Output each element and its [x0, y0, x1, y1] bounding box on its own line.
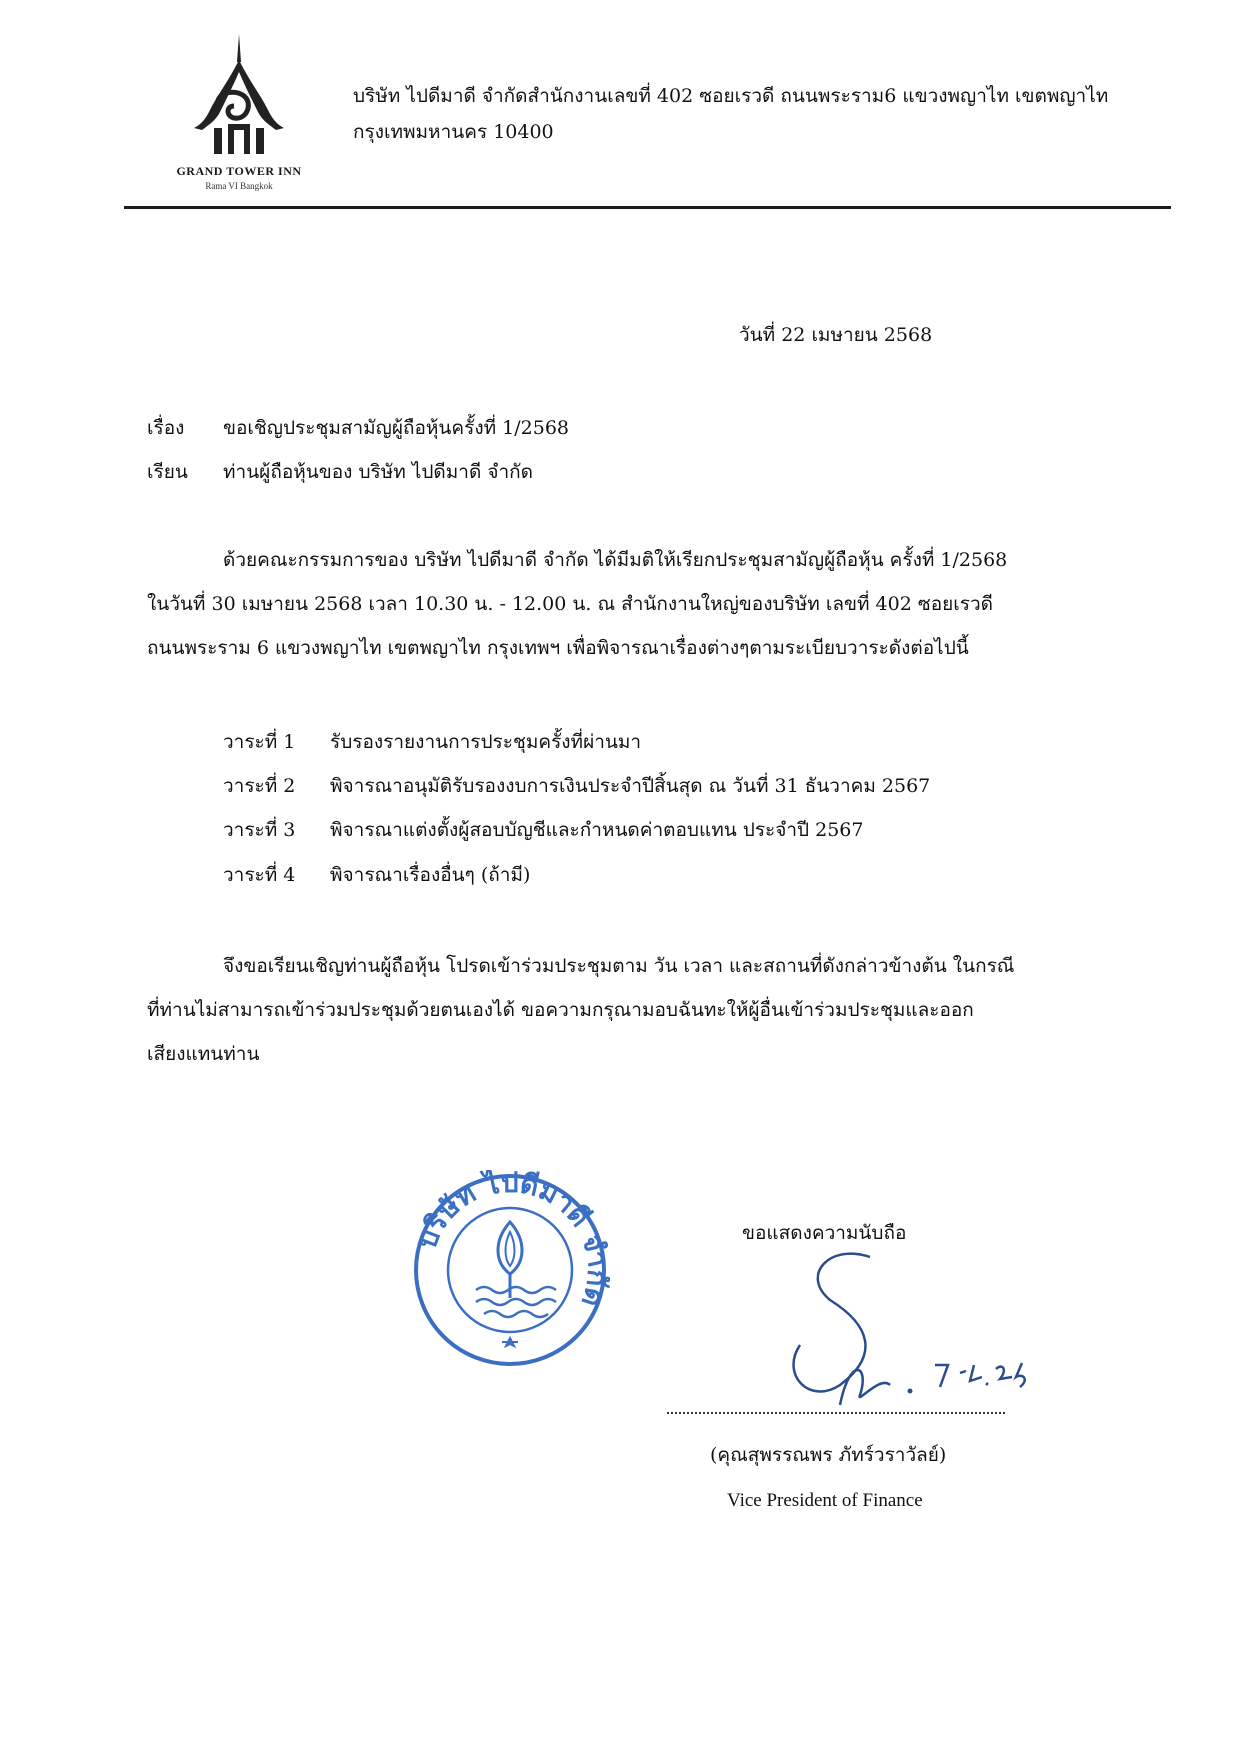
subject-label: เรื่อง: [147, 417, 185, 439]
agenda-item: [223, 815, 863, 845]
grand-tower-logo-icon: [188, 32, 290, 162]
paragraph-2-line-1: จึงขอเรียนเชิญท่านผู้ถือหุ้น โปรดเข้าร่วมประชุมตาม วัน เวลา และสถานที่ดังกล่าวข้างต้น ในกรณี: [223, 955, 1015, 977]
recipient-text: ท่านผู้ถือหุ้นของ บริษัท ไปดีมาดี จำกัด: [223, 461, 533, 483]
letter-date: วันที่ 22 เมษายน 2568: [739, 324, 933, 346]
subject-text: ขอเชิญประชุมสามัญผู้ถือหุ้นครั้งที่ 1/2568: [223, 417, 570, 439]
agenda-text: รับรองรายงานการประชุมครั้งที่ผ่านมา: [330, 731, 642, 753]
agenda-number: วาระที่ 4: [223, 864, 296, 886]
closing-salutation: ขอแสดงความนับถือ: [742, 1222, 907, 1244]
paragraph-2-line-3: เสียงแทนท่าน: [147, 1043, 260, 1065]
paragraph-1-line-2: ในวันที่ 30 เมษายน 2568 เวลา 10.30 น. - 12.00 น. ณ สำนักงานใหญ่ของบริษัท เลขที่ 402 ซอยเรวดี: [147, 593, 993, 615]
recipient-label: เรียน: [147, 461, 188, 483]
signature-line: [667, 1412, 1005, 1414]
agenda-item: [223, 771, 930, 801]
company-seal: [410, 1170, 610, 1374]
agenda-number: วาระที่ 1: [223, 731, 296, 753]
seal-text: บริษัท ไปดีมาดี ด: [410, 1170, 610, 1312]
company-seal-icon: [410, 1170, 610, 1370]
signature: [760, 1245, 1080, 1419]
body-paragraph-1: [147, 538, 1077, 670]
paragraph-2-line-2: ที่ท่านไม่สามารถเข้าร่วมประชุมด้วยตนเองได้ ขอความกรุณามอบฉันทะให้ผู้อื่นเข้าร่วมประชุมและออก: [147, 999, 974, 1021]
signer-name: (คุณสุพรรณพร ภัทร์วราวัลย์): [710, 1444, 947, 1466]
company-address-line-2: กรุงเทพมหานคร 10400: [353, 121, 554, 143]
agenda-text: พิจารณาแต่งตั้งผู้สอบบัญชีและกำหนดค่าตอบแทน ประจำปี 2567: [330, 819, 864, 841]
agenda-number: วาระที่ 3: [223, 819, 296, 841]
company-address-line-1: บริษัท ไปดีมาดี จำกัดสำนักงานเลขที่ 402 ซอยเรวดี ถนนพระราม6 แขวงพญาไท เขตพญาไท: [353, 85, 1109, 107]
agenda-number: วาระที่ 2: [223, 775, 296, 797]
header-divider: [124, 206, 1171, 209]
logo-subtitle: Rama VI Bangkok: [205, 181, 273, 191]
agenda-item: [223, 860, 530, 890]
paragraph-1-line-1: ด้วยคณะกรรมการของ บริษัท ไปดีมาดี จำกัด ได้มีมติให้เรียกประชุมสามัญผู้ถือหุ้น ครั้งที่ 1/2568: [223, 549, 1008, 571]
body-paragraph-2: [147, 944, 1077, 1076]
paragraph-1-line-3: ถนนพระราม 6 แขวงพญาไท เขตพญาไท กรุงเทพฯ เพื่อพิจารณาเรื่องต่างๆตามระเบียบวาระดังต่อไปนี้: [147, 637, 969, 659]
company-logo: [150, 28, 328, 203]
agenda-text: พิจารณาเรื่องอื่นๆ (ถ้ามี): [330, 864, 531, 886]
agenda-item: [223, 727, 641, 757]
logo-name: GRAND TOWER INN: [176, 164, 302, 178]
signer-title: Vice President of Finance: [727, 1490, 923, 1511]
handwritten-signature-icon: [760, 1245, 1080, 1415]
agenda-text: พิจารณาอนุมัติรับรองงบการเงินประจำปีสิ้นสุด ณ วันที่ 31 ธันวาคม 2567: [330, 775, 931, 797]
